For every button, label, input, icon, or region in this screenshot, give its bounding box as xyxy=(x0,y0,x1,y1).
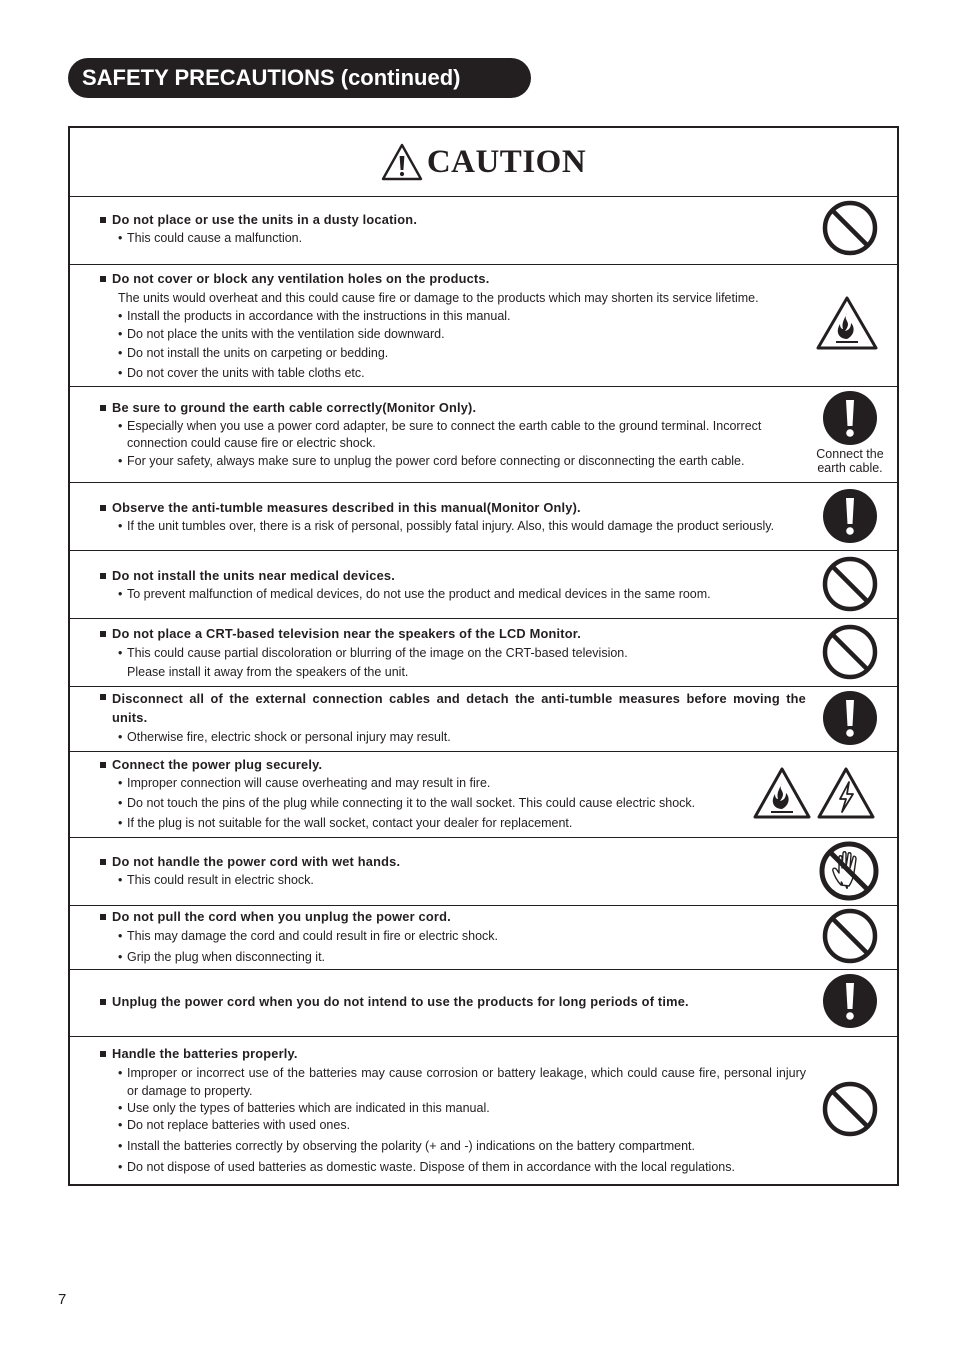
prohibition-icon xyxy=(822,624,878,680)
precaution-heading: Do not install the units near medical devices. xyxy=(100,568,806,583)
precaution-crt xyxy=(70,619,897,687)
precaution-power-plug xyxy=(70,752,897,838)
prohibition-icon xyxy=(822,1081,878,1137)
icon-caption: Connect the earth cable. xyxy=(816,447,884,475)
caution-header xyxy=(70,128,897,197)
precaution-bullet: • If the unit tumbles over, there is a risk of personal, possibly fatal injury. Also, this would damage the product seriously. xyxy=(100,518,806,535)
precaution-bullet: • Do not cover the units with table cloths etc. xyxy=(100,363,806,383)
precaution-bullet: • This may damage the cord and could result in fire or electric shock. xyxy=(100,927,806,946)
precaution-heading: Connect the power plug securely. xyxy=(100,757,806,772)
precaution-earth-cable xyxy=(70,387,897,483)
warning-triangle-icon xyxy=(381,143,423,181)
precaution-heading: Do not pull the cord when you unplug the power cord. xyxy=(100,909,806,924)
mandatory-icon xyxy=(822,690,878,746)
precaution-heading: Do not handle the power cord with wet hands. xyxy=(100,854,806,869)
precaution-bullet: • For your safety, always make sure to unplug the power cord before connecting or disconnecting the earth cable. xyxy=(100,453,806,470)
mandatory-icon xyxy=(822,973,878,1029)
caution-title: CAUTION xyxy=(426,143,587,180)
precaution-bullet: • Do not install the units on carpeting or bedding. xyxy=(100,344,806,363)
precaution-heading: Do not place or use the units in a dusty location. xyxy=(100,212,806,227)
precaution-bullet: • To prevent malfunction of medical devices, do not use the product and medical devices in the same room. xyxy=(100,586,806,603)
page-number: 7 xyxy=(58,1291,67,1308)
precaution-heading: Disconnect all of the external connection cables and detach the anti-tumble measures before moving the units. xyxy=(100,689,806,727)
fire-warning-icon xyxy=(815,295,879,351)
precaution-bullet: • Otherwise fire, electric shock or personal injury may result. xyxy=(100,729,806,746)
prohibition-icon xyxy=(822,200,878,256)
precaution-anti-tumble xyxy=(70,483,897,551)
precaution-bullet: • Do not dispose of used batteries as domestic waste. Dispose of them in accordance with the local regulations. xyxy=(100,1158,806,1176)
mandatory-icon xyxy=(822,488,878,544)
precaution-intro: The units would overheat and this could cause fire or damage to the products which may shorten its service lifetime. xyxy=(118,291,759,305)
precaution-bullet: • This could result in electric shock. xyxy=(100,872,806,889)
precaution-ventilation xyxy=(70,265,897,387)
prohibition-icon xyxy=(822,556,878,612)
precaution-unplug xyxy=(70,970,897,1037)
precaution-pull-cord xyxy=(70,906,897,970)
precaution-bullet: • If the plug is not suitable for the wall socket, contact your dealer for replacement. xyxy=(100,814,806,833)
precaution-heading: Be sure to ground the earth cable correctly(Monitor Only). xyxy=(100,400,806,415)
precaution-medical xyxy=(70,551,897,619)
section-title: SAFETY PRECAUTIONS (continued) xyxy=(68,58,531,98)
precaution-heading: Observe the anti-tumble measures described in this manual(Monitor Only). xyxy=(100,500,806,515)
no-wet-hands-icon xyxy=(819,841,879,901)
precaution-disconnect xyxy=(70,687,897,752)
mandatory-icon xyxy=(822,390,878,446)
prohibition-icon xyxy=(822,908,878,964)
precaution-bullet: • Do not touch the pins of the plug while connecting it to the wall socket. This could cause electric shock. xyxy=(100,793,806,814)
precaution-bullet: • Especially when you use a power cord adapter, be sure to connect the earth cable to the ground terminal. Incorrect connection could cause fire or electric shock. xyxy=(100,418,806,452)
precaution-bullet: • Install the products in accordance with the instructions in this manual. xyxy=(100,307,806,325)
electric-shock-warning-icon xyxy=(816,766,876,820)
precaution-heading: Unplug the power cord when you do not intend to use the products for long periods of time. xyxy=(100,994,806,1009)
precaution-heading: Do not cover or block any ventilation holes on the products. xyxy=(100,271,806,286)
precaution-batteries xyxy=(70,1037,897,1186)
precaution-dusty xyxy=(70,196,897,265)
precaution-heading: Handle the batteries properly. xyxy=(100,1046,806,1061)
precaution-bullet: • Do not place the units with the ventilation side downward. xyxy=(100,325,806,344)
precaution-continuation: Please install it away from the speakers of the unit. xyxy=(127,665,409,679)
fire-warning-icon xyxy=(752,766,812,820)
precaution-bullet: • Grip the plug when disconnecting it. xyxy=(100,946,806,968)
precaution-bullet: • This could cause partial discoloration or blurring of the image on the CRT-based television. xyxy=(100,644,806,663)
precaution-bullet: • Do not replace batteries with used ones. xyxy=(100,1117,806,1134)
precaution-bullet: • Improper connection will cause overheating and may result in fire. xyxy=(100,774,806,793)
precaution-wet-hands xyxy=(70,838,897,906)
caution-box xyxy=(68,126,899,1186)
precaution-bullet: • Install the batteries correctly by observing the polarity (+ and -) indications on the battery compartment. xyxy=(100,1134,806,1158)
precaution-bullet: • Improper or incorrect use of the batteries may cause corrosion or battery leakage, which could cause fire, personal injury or damage to property. xyxy=(100,1064,806,1100)
precaution-heading: Do not place a CRT-based television near the speakers of the LCD Monitor. xyxy=(100,626,806,641)
precaution-bullet: • This could cause a malfunction. xyxy=(100,230,806,247)
precaution-bullet: • Use only the types of batteries which are indicated in this manual. xyxy=(100,1100,806,1117)
